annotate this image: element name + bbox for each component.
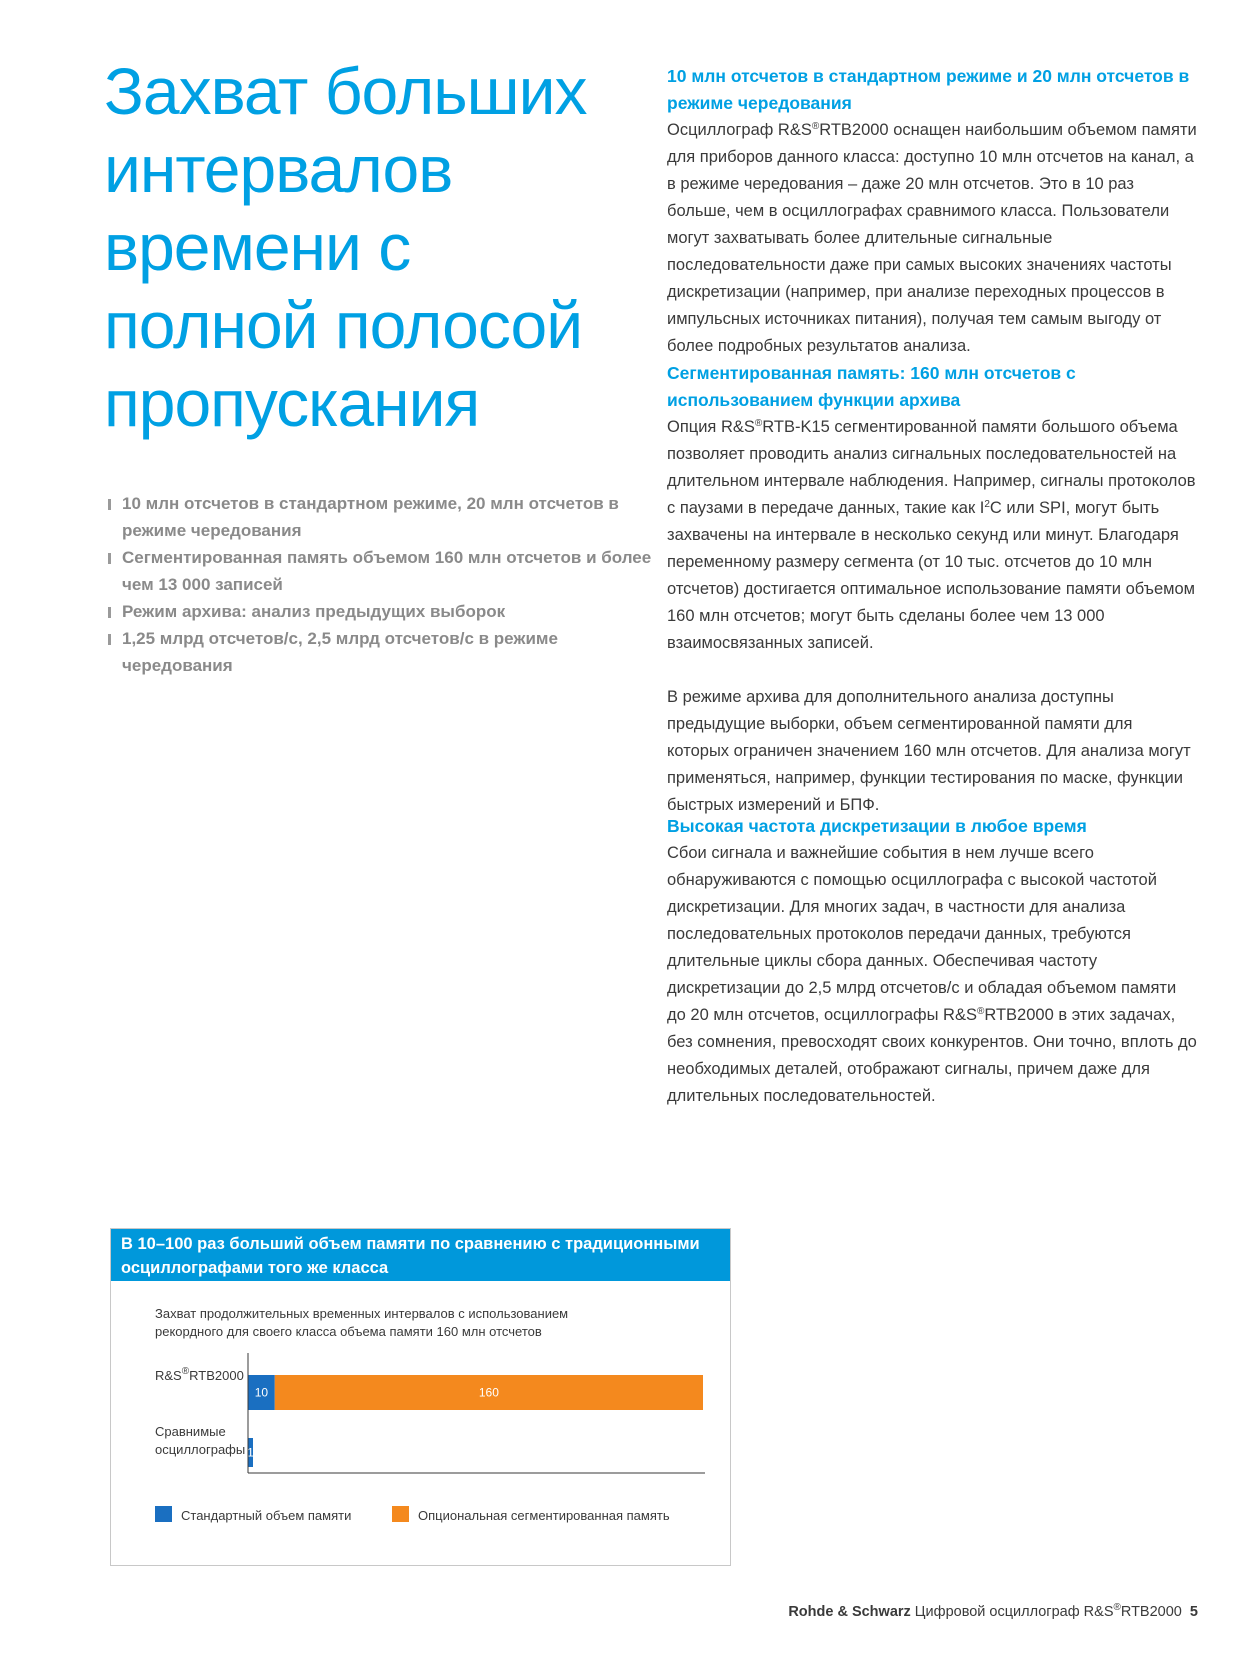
legend-label-segmented: Опциональная сегментированная память: [418, 1508, 670, 1523]
section-heading: Высокая частота дискретизации в любое время: [667, 816, 1087, 836]
chart-title: Захват продолжительных временных интервалов с использованием рекордного для своего класса объема памяти 160 млн отсчетов: [155, 1306, 569, 1339]
bullet-marker-icon: [108, 634, 111, 645]
bullet-marker-icon: [108, 553, 111, 564]
section-body: Опция R&S®RTB-K15 сегментированной памяти большого объема позволяет проводить анализ сигнальных последовательностей на длительном интервале наблюдения. Например, сигналы протоколов с паузами в передаче данных, такие как $I^2C$ или SPI, могут быть захвачены на интервале в несколько секунд или минут. Благодаря переменному размеру сегмента (от 10 тыс. отсчетов до 10 млн отсчетов) достигается оптимальное использование памяти объемом 160 млн отсчетов; могут быть сделаны более чем 13 000 взаимосвязанных записей.: [667, 418, 1196, 652]
legend-swatch-standard: [155, 1506, 172, 1522]
list-item: Сегментированная память объемом 160 млн отсчетов и более чем 13 000 записей: [106, 544, 666, 598]
title-line: полной полосой: [104, 288, 583, 362]
list-item: 10 млн отсчетов в стандартном режиме, 20 млн отсчетов в режиме чередования: [106, 490, 666, 544]
section-body: Сбои сигнала и важнейшие события в нем лучше всего обнаруживаются с помощью осциллографа с высокой частотой дискретизации. Для многих задач, в частности для анализа последовательных протоколов передачи данных, требуются длительные циклы сбора данных. Обеспечивая частоту дискретизации до 2,5 млрд отсчетов/с и обладая объемом памяти до 20 млн отсчетов, осциллографы R&S®RTB2000 в этих задачах, без сомнения, превосходят своих конкурентов. Они точно, вплоть до необходимых деталей, отображают сигналы, причем даже для длительных последовательностей.: [667, 844, 1197, 1105]
section-heading: 10 млн отсчетов в стандартном режиме и 20 млн отсчетов в режиме чередования: [667, 66, 1190, 113]
page-number: 5: [1189, 1604, 1198, 1620]
feature-list: [106, 490, 666, 679]
section-memory: [667, 63, 1197, 360]
page-footer: Rohde & Schwarz Цифровой осциллограф R&S®RTB2000 5: [788, 1602, 1198, 1620]
section-segmented-memory: [667, 360, 1197, 819]
section-body: В режиме архива для дополнительного анализа доступны предыдущие выборки, объем сегментированной памяти для которых ограничен значением 160 млн отсчетов. Для анализа могут применяться, например, функции тестирования по маске, функции быстрых измерений и БПФ.: [667, 688, 1191, 814]
page-title: [104, 52, 624, 442]
bullet-marker-icon: [108, 499, 111, 510]
box-title: В 10–100 раз больший объем памяти по сравнению с традиционными осциллографами того же класса: [111, 1229, 730, 1281]
bar-value-label: 160: [478, 1385, 499, 1400]
section-heading: Сегментированная память: 160 млн отсчетов с использованием функции архива: [667, 363, 1076, 410]
bullet-marker-icon: [108, 607, 111, 618]
legend-label-standard: Стандартный объем памяти: [181, 1508, 352, 1523]
section-sample-rate: [667, 813, 1197, 1110]
category-label-rtb2000: R&S®RTB2000: [155, 1366, 244, 1383]
title-line: пропускания: [104, 366, 480, 440]
list-item: Режим архива: анализ предыдущих выборок: [106, 598, 666, 625]
bar-value-label: 1: [247, 1445, 254, 1460]
memory-comparison-box: [110, 1228, 731, 1566]
title-line: интервалов: [104, 132, 453, 206]
category-label-comparable: Сравнимые осциллографы: [155, 1424, 246, 1457]
section-body: Осциллограф R&S®RTB2000 оснащен наибольшим объемом памяти для приборов данного класса: доступно 10 млн отсчетов на канал, а в режиме чередования – даже 20 млн отсчетов. Это в 10 раз больше, чем в осциллографах сравнимого класса. Пользователи могут захватывать более длительные сигнальные последовательности даже при самых высоких значениях частоты дискретизации (например, при анализе переходных процессов в импульсных источниках питания), получая тем самым выгоду от более подробных результатов анализа.: [667, 121, 1197, 355]
list-item: 1,25 млрд отсчетов/с, 2,5 млрд отсчетов/с в режиме чередования: [106, 625, 666, 679]
title-line: времени с: [104, 210, 411, 284]
legend-swatch-segmented: [392, 1506, 409, 1522]
title-line: Захват больших: [104, 54, 587, 128]
bar-value-label: 10: [254, 1385, 269, 1400]
footer-brand: Rohde & Schwarz: [788, 1604, 911, 1620]
